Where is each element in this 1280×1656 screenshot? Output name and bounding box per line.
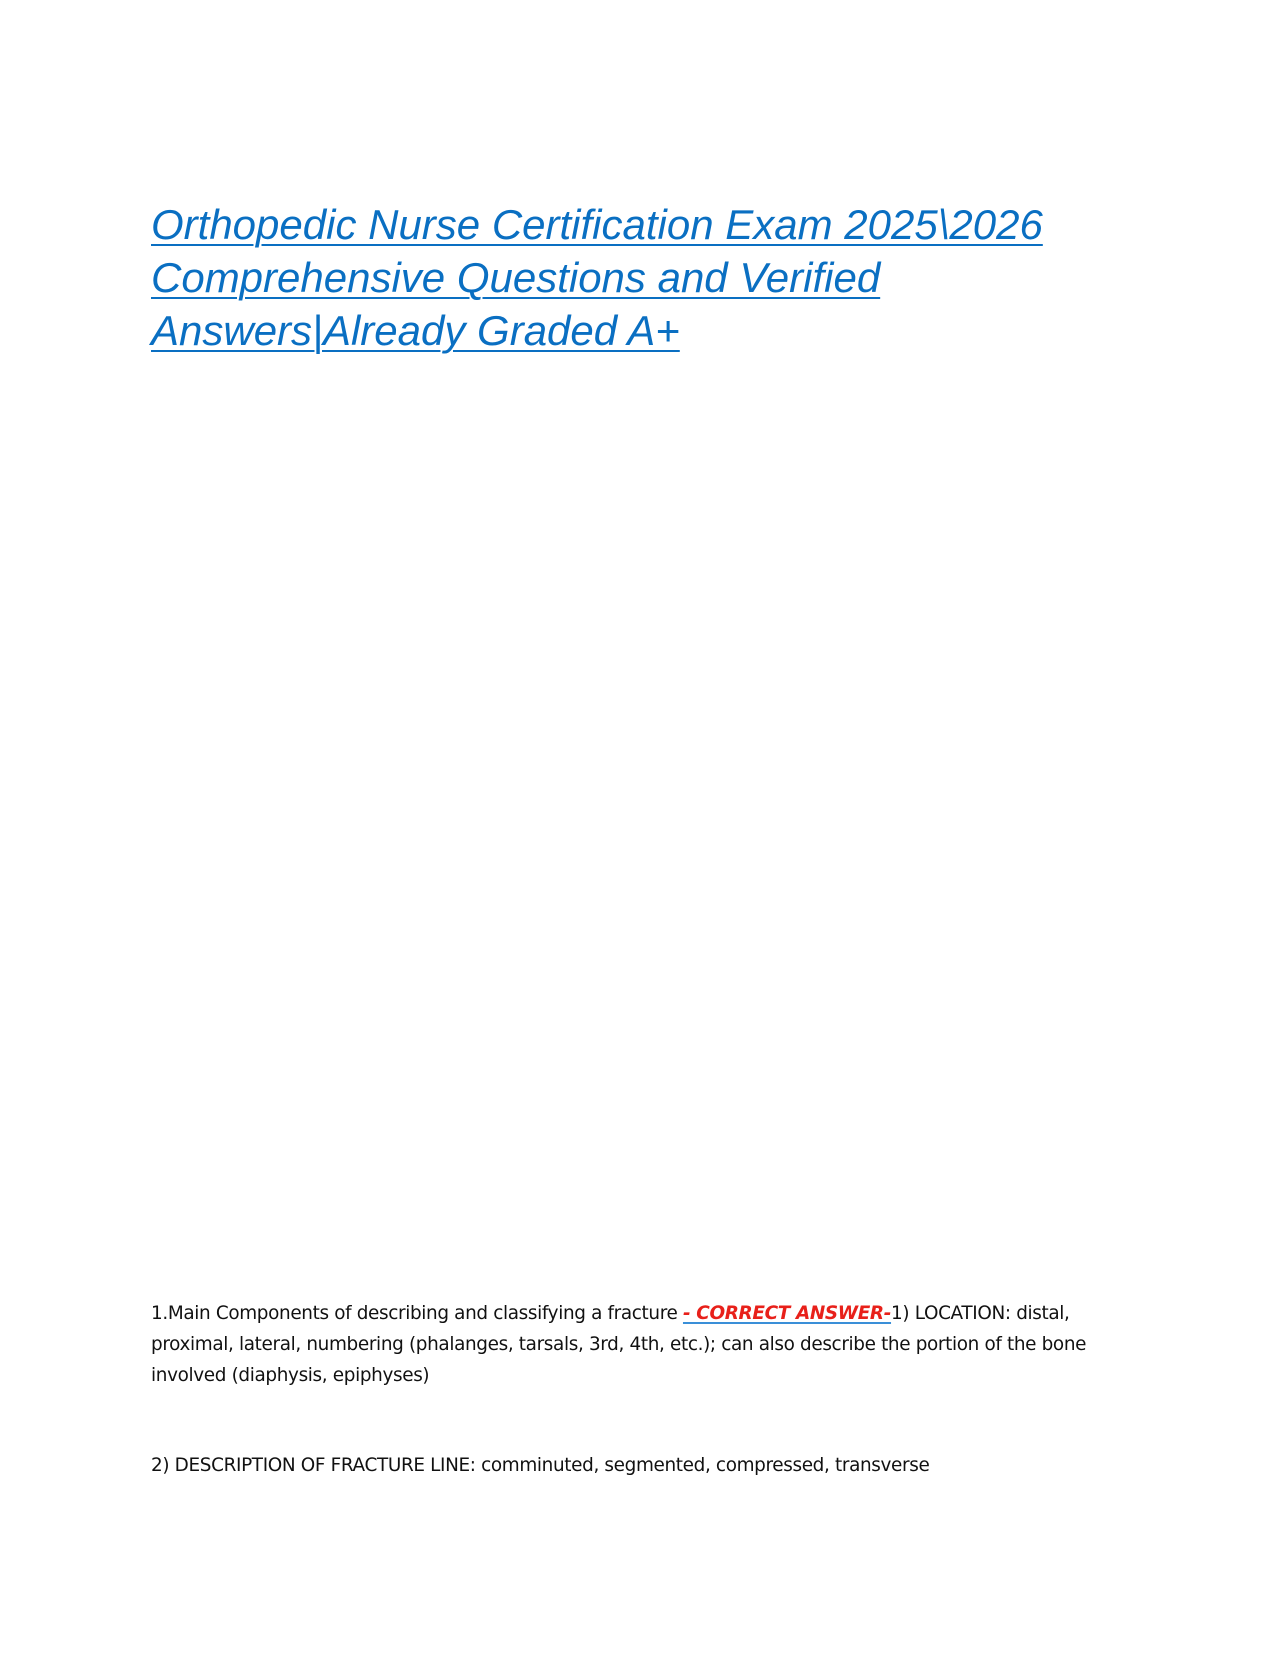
question-1-answer: 1) LOCATION: distal, proximal, lateral, numbering (phalanges, tarsals, 3rd, 4th, etc.); can also describe the portion of the bone involved (diaphysis, epiphyses) [151,1303,1087,1386]
question-1-prompt: 1.Main Components of describing and classifying a fracture [151,1303,683,1324]
question-1 [151,1298,1141,1391]
correct-answer-marker: - CORRECT ANSWER- [682,1303,892,1324]
answer-paragraph-2: 2) DESCRIPTION OF FRACTURE LINE: comminuted, segmented, compressed, transverse [151,1455,930,1476]
document-title-link[interactable]: Orthopedic Nurse Certification Exam 2025\2026 Comprehensive Questions and Verified Answers|Already Graded A+ [151,201,1043,354]
